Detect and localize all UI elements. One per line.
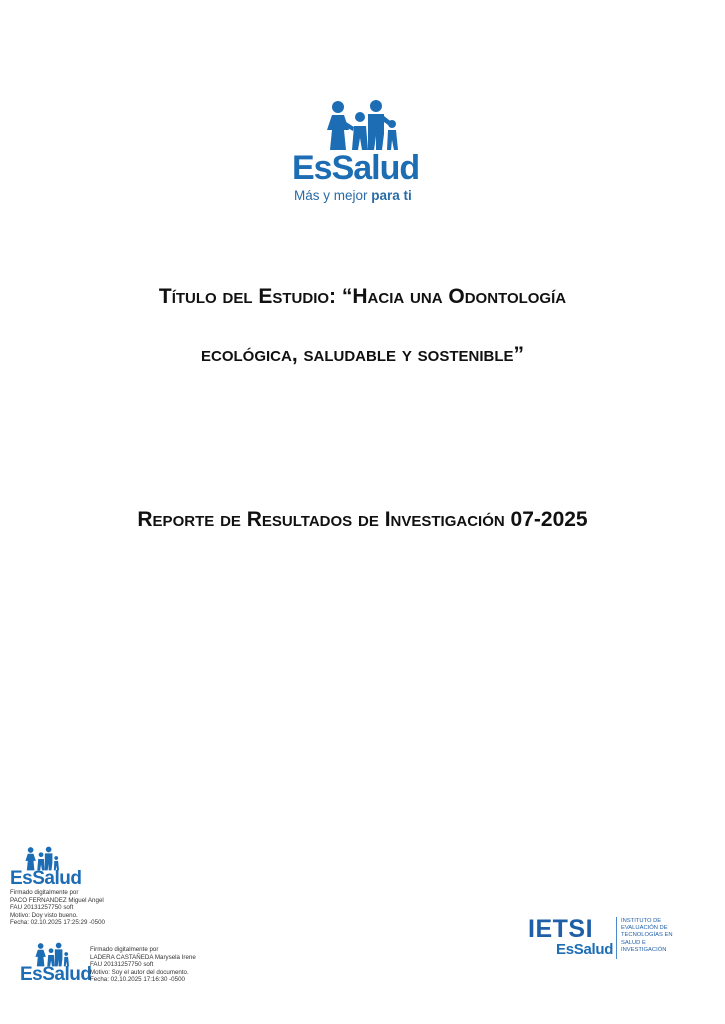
signature-line: Motivo: Soy el autor del documento.	[90, 968, 189, 976]
ietsi-description	[621, 918, 673, 954]
ietsi-logo	[526, 915, 686, 963]
signature-stamp-brand-2: EsSalud	[20, 964, 92, 985]
signature-line: FAU 20131257750 soft	[10, 904, 74, 912]
logo-tagline	[294, 188, 412, 204]
signature-line: FAU 20131257750 soft	[90, 961, 154, 969]
essalud-logo	[288, 100, 438, 208]
report-heading: Reporte de Resultados de Investigación 07-2025	[137, 508, 588, 531]
study-title-line-2: ecológica, saludable y sostenible”	[200, 343, 525, 366]
signature-line: Firmado digitalmente por	[90, 946, 159, 953]
logo-brand-text: EsSalud	[292, 149, 420, 187]
signature-stamp-text-1	[10, 889, 105, 927]
signature-line: Fecha: 02.10.2025 17:25:29 -0500	[10, 919, 105, 927]
ietsi-description-line: SALUD E	[621, 939, 646, 946]
signature-stamp-text-2	[90, 946, 196, 984]
ietsi-description-line: EVALUACIÓN DE	[621, 925, 668, 932]
ietsi-divider	[616, 917, 617, 959]
ietsi-brand: EsSalud	[556, 941, 614, 958]
tagline-regular: Más y mejor	[294, 188, 372, 203]
ietsi-description-line: TECNOLOGÍAS EN	[621, 932, 673, 939]
ietsi-description-line: INSTITUTO DE	[621, 918, 662, 924]
family-figures-icon	[324, 100, 400, 152]
signature-line: LADERA CASTAÑEDA Marysela Irene	[90, 953, 196, 961]
ietsi-acronym: IETSI	[528, 915, 594, 943]
signature-line: Firmado digitalmente por	[10, 889, 79, 896]
signature-line: PACO FERNANDEZ Miguel Angel	[10, 896, 104, 904]
signature-line: Motivo: Doy visto bueno.	[10, 911, 78, 919]
signature-stamp-brand-1: EsSalud	[10, 868, 82, 889]
study-title-line-1: Título del Estudio: “Hacia una Odontología	[158, 285, 567, 308]
tagline-bold: para ti	[371, 188, 412, 203]
signature-line: Fecha: 02.10.2025 17:16:30 -0500	[90, 976, 185, 984]
signature-stamp-logo-2	[20, 942, 90, 990]
signature-stamp-logo-1	[10, 846, 80, 894]
ietsi-description-line: INVESTIGACIÓN	[621, 946, 667, 953]
